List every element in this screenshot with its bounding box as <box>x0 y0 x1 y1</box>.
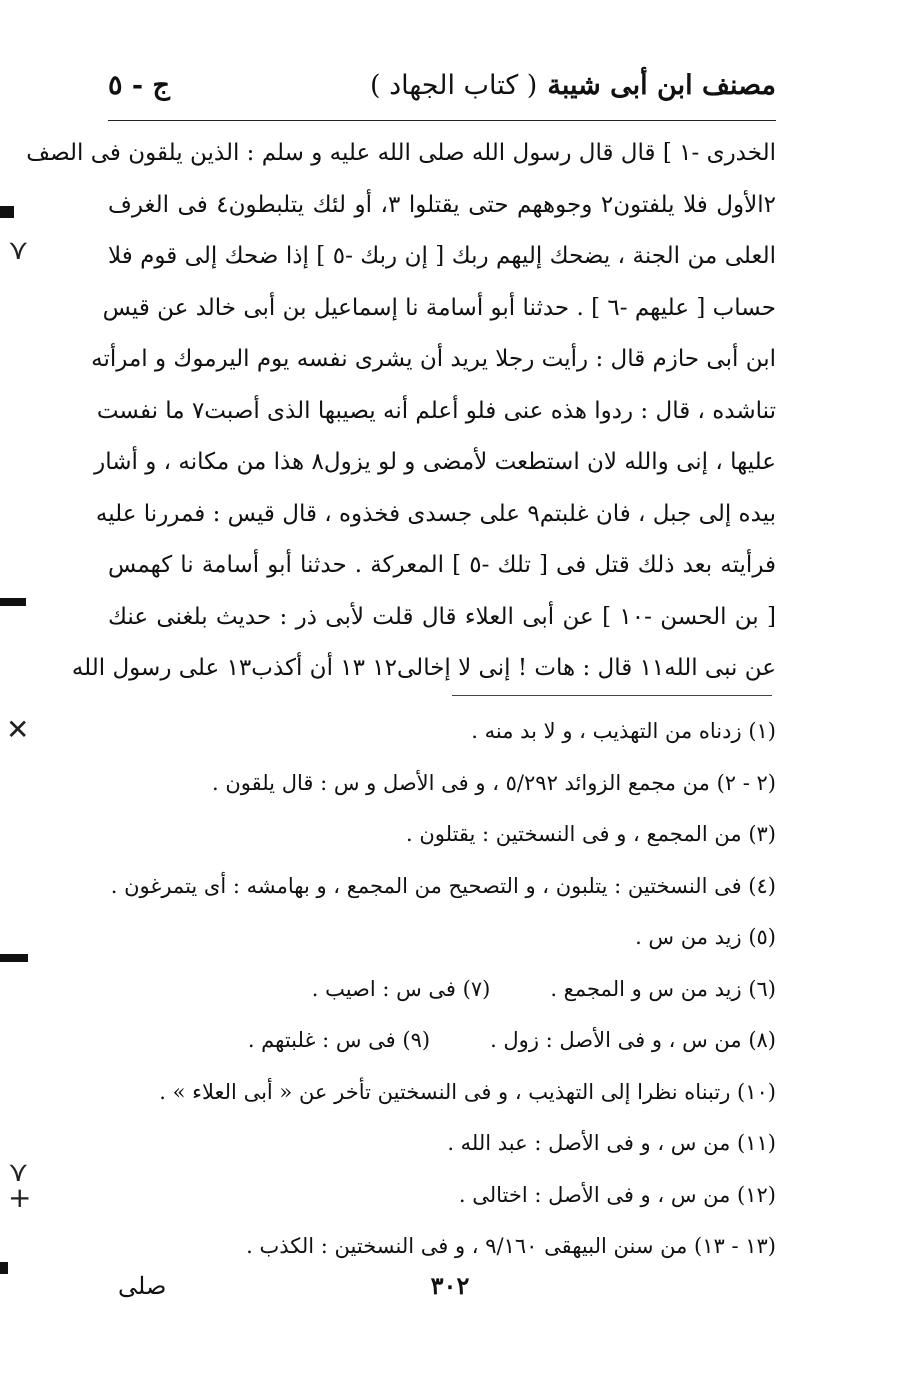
footnote-text: (١٢) من س ، و فى الأصل : اختالى . <box>458 1182 776 1207</box>
main-text <box>26 128 777 695</box>
text-line: تناشده ، قال : ردوا هذه عنى فلو أعلم أنه يصيبها الذى أصبت٧ ما نفست <box>96 397 776 424</box>
footnote-2 <box>108 758 776 810</box>
footnote-text: (٦) زيد من س و المجمع . <box>550 976 776 1001</box>
footnote-10 <box>108 1067 776 1119</box>
footnote-text: (٧) فى س : اصيب . <box>311 976 491 1001</box>
text-line: حساب [ عليهم -٦ ] . حدثنا أبو أسامة نا إسماعيل بن أبى خالد عن قيس <box>102 294 776 321</box>
footnote-text: (١٣ - ١٣) من سنن البيهقى ٩/١٦٠ ، و فى النسختين : الكذب . <box>246 1234 776 1258</box>
footnote-text: (٩) فى س : غلبتهم . <box>247 1028 431 1052</box>
footnote-1 <box>108 706 776 758</box>
catchword: صلى <box>118 1272 167 1300</box>
volume-label: ج - ٥ <box>108 70 170 101</box>
margin-mark <box>0 598 26 606</box>
footnote-text: (١) زدناه من التهذيب ، و لا بد منه . <box>471 719 776 743</box>
footnote-5 <box>108 912 776 964</box>
text-line: بيده إلى جبل ، فان غلبتم٩ على جسدى فخذوه ، قال قيس : فمررنا عليه <box>95 500 776 527</box>
footnote-text: (٤) فى النسختين : يتلبون ، و التصحيح من المجمع ، و بهامشه : أى يتمرغون . <box>110 873 776 898</box>
text-line: عن نبى الله١١ قال : هات ! إنى لا إخالى١٢ ١٣ أن أكذب١٣ على رسول الله <box>71 655 776 681</box>
footnotes <box>108 706 776 1273</box>
footnote-12 <box>108 1170 776 1222</box>
footnote-text: (٢ - ٢) من مجمع الزوائد ٥/٢٩٢ ، و فى الأصل و س : قال يلقون . <box>211 770 776 795</box>
footnote-11 <box>108 1118 776 1170</box>
margin-scribble: ⋎ <box>8 1155 29 1188</box>
book-title: مصنف ابن أبى شيبة <box>547 70 776 101</box>
margin-mark <box>0 206 14 218</box>
text-line: ٢الأول فلا يلفتون٢ وجوههم حتى يقتلوا ٣، أو لئك يتلبطون٤ فى الغرف <box>108 191 776 218</box>
margin-scribble: ✕ <box>6 713 30 746</box>
margin-scribble: ⋎ <box>8 233 29 266</box>
text-line: العلى من الجنة ، يضحك إليهم ربك [ إن ربك -٥ ] إذا ضحك إلى قوم فلا <box>108 243 777 269</box>
text-line: فرأيته بعد ذلك قتل فى [ تلك -٥ ] المعركة . حدثنا أبو أسامة نا كهمس <box>108 552 776 578</box>
footnote-8-9 <box>108 1015 776 1067</box>
footnote-text: (٨) من س ، و فى الأصل : زول . <box>490 1028 776 1052</box>
footnote-3 <box>108 809 776 861</box>
running-header <box>108 64 776 108</box>
footnote-text: (٥) زيد من س . <box>635 925 776 949</box>
header-rule <box>108 120 776 121</box>
margin-mark <box>0 954 28 962</box>
footnote-text: (١١) من س ، و فى الأصل : عبد الله . <box>447 1131 776 1155</box>
section-title: ( كتاب الجهاد ) <box>370 70 538 101</box>
footnote-13 <box>108 1221 776 1273</box>
text-line: [ بن الحسن -١٠ ] عن أبى العلاء قال قلت لأبى ذر : حديث بلغنى عنك <box>108 603 777 630</box>
footnote-rule <box>452 695 772 696</box>
footnote-text: (١٠) رتبناه نظرا إلى التهذيب ، و فى النسختين تأخر عن « أبى العلاء » . <box>159 1079 776 1104</box>
margin-mark <box>0 1262 8 1274</box>
page-number: ٣٠٢ <box>430 1271 470 1300</box>
margin-scribble: + <box>8 1181 32 1214</box>
footnote-4 <box>108 861 776 913</box>
text-line: عليها ، إنى والله لان استطعت لأمضى و لو يزول٨ هذا من مكانه ، و أشار <box>94 449 776 475</box>
footnote-text: (٣) من المجمع ، و فى النسختين : يقتلون . <box>406 822 776 846</box>
text-line: الخدرى -١ ] قال قال رسول الله صلى الله عليه و سلم : الذين يلقون فى الصف <box>26 140 776 166</box>
footnote-6-7 <box>108 964 776 1016</box>
text-line: ابن أبى حازم قال : رأيت رجلا يريد أن يشرى نفسه يوم اليرموك و امرأته <box>91 346 776 372</box>
